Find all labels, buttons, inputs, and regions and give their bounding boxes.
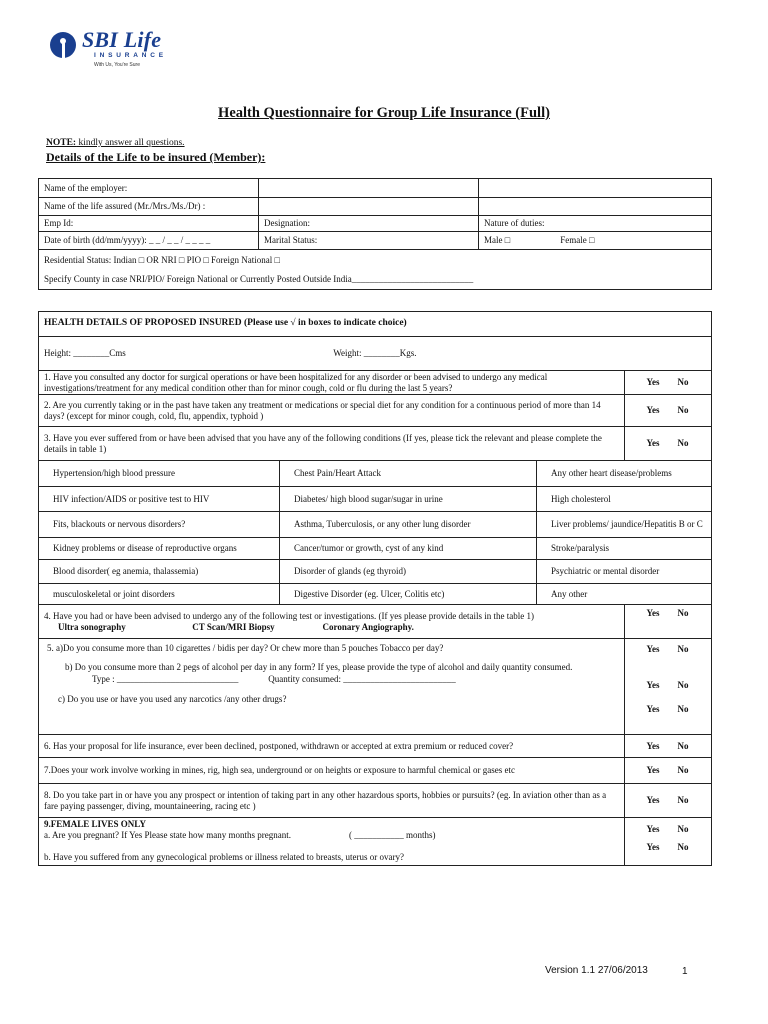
condition-item[interactable]: musculoskeletal or joint disorders [39, 584, 280, 605]
marital-status-label: Marital Status: [259, 232, 479, 250]
condition-item[interactable]: Chest Pain/Heart Attack [280, 461, 537, 487]
no-option[interactable]: No [677, 841, 689, 852]
company-logo [48, 28, 178, 72]
male-checkbox[interactable]: Male □ [484, 235, 511, 246]
height-field[interactable]: Height: ________Cms [44, 348, 126, 359]
yes-option[interactable]: Yes [646, 377, 660, 388]
yes-option[interactable]: Yes [646, 438, 660, 449]
test-ct-mri[interactable]: CT Scan/MRI Biopsy [192, 621, 275, 632]
alcohol-type-field[interactable]: Type : ___________________________ [92, 673, 239, 684]
questions-table [38, 604, 712, 866]
life-assured-label: Name of the life assured (Mr./Mrs./Ms./Dr) : [39, 198, 259, 216]
designation-label: Designation: [259, 216, 479, 232]
alcohol-quantity-field[interactable]: Quantity consumed: _________________________ [268, 673, 456, 684]
condition-item[interactable]: Digestive Disorder (eg. Ulcer, Colitis etc) [280, 584, 537, 605]
logo-tagline: With Us, You're Sure [94, 62, 140, 68]
condition-item[interactable]: High cholesterol [537, 487, 712, 512]
note [46, 138, 185, 148]
condition-item[interactable]: Hypertension/high blood pressure [39, 461, 280, 487]
member-details-table [38, 178, 712, 290]
question-9-cell [39, 818, 625, 842]
condition-item[interactable]: Any other [537, 584, 712, 605]
no-option[interactable]: No [677, 405, 689, 416]
condition-item[interactable]: Liver problems/ jaundice/Hepatitis B or C [537, 512, 712, 538]
q1-answer [625, 371, 712, 395]
health-details-table [38, 311, 712, 461]
question-9a [44, 830, 619, 841]
condition-item[interactable]: Diabetes/ high blood sugar/sugar in urine [280, 487, 537, 512]
yes-option[interactable]: Yes [646, 405, 660, 416]
pregnancy-months-field[interactable]: ( ___________ months) [349, 829, 436, 840]
question-1: 1. Have you consulted any doctor for surgical operations or have been hospitalized for any disorder or been advised to undergo any medical investigations/treatment for any medical condition other than for minor cough, cold or flu during the last 5 years? [39, 371, 625, 395]
yes-option[interactable]: Yes [646, 704, 660, 714]
residential-cell [39, 250, 712, 290]
yes-option[interactable]: Yes [646, 824, 660, 835]
condition-item[interactable]: Kidney problems or disease of reproductive organs [39, 538, 280, 560]
q7-answer [625, 758, 712, 784]
condition-item[interactable]: Any other heart disease/problems [537, 461, 712, 487]
version-footer: Version 1.1 27/06/2013 [545, 965, 648, 976]
condition-item[interactable]: Blood disorder( eg anemia, thalassemia) [39, 560, 280, 584]
employer-field-2[interactable] [479, 179, 712, 198]
note-text: kindly answer all questions. [76, 138, 185, 148]
condition-item[interactable]: Stroke/paralysis [537, 538, 712, 560]
q9-heading [44, 819, 619, 830]
q9-heading-text: FEMALE LIVES ONLY [50, 818, 146, 829]
note-label: NOTE: [46, 138, 77, 148]
no-option[interactable]: No [677, 704, 689, 714]
question-3: 3. Have you ever suffered from or have been advised that you have any of the following conditions (If yes, please tick the relevant and please complete the details in table 1) [39, 427, 625, 461]
logo-emblem-icon [50, 32, 76, 58]
weight-field[interactable]: Weight: ________Kgs. [333, 348, 417, 359]
q4-tests [44, 622, 619, 633]
question-5-cell [39, 639, 625, 735]
q9b-answer [625, 842, 712, 866]
q2-answer [625, 395, 712, 427]
condition-item[interactable]: Cancer/tumor or growth, cyst of any kind [280, 538, 537, 560]
condition-item[interactable]: Disorder of glands (eg thyroid) [280, 560, 537, 584]
q5c-answer [630, 705, 706, 714]
page-number: 1 [682, 966, 688, 977]
condition-item[interactable]: Fits, blackouts or nervous disorders? [39, 512, 280, 538]
q5a-answer [630, 645, 706, 681]
life-assured-field[interactable] [259, 198, 479, 216]
q5-answers [625, 639, 712, 735]
no-option[interactable]: No [677, 795, 689, 806]
question-5b: b) Do you consume more than 2 pegs of alcohol per day in any form? If yes, please provide the type of alcohol and daily quantity consumed. [65, 662, 573, 673]
test-ultrasonography[interactable]: Ultra sonography [58, 621, 126, 632]
no-option[interactable]: No [677, 644, 689, 654]
yes-option[interactable]: Yes [646, 795, 660, 806]
q4-answer [625, 605, 712, 639]
condition-item[interactable]: Psychiatric or mental disorder [537, 560, 712, 584]
conditions-table [38, 460, 712, 605]
question-9b: b. Have you suffered from any gynecological problems or illness related to breasts, uterus or ovary? [39, 842, 625, 866]
question-7: 7.Does your work involve working in mines, rig, high sea, underground or on heights or exposure to harmful chemical or gases etc [39, 758, 625, 784]
yes-option[interactable]: Yes [646, 765, 660, 776]
logo-name: SBI Life [82, 27, 162, 52]
dob-label: Date of birth (dd/mm/yyyy): _ _ / _ _ / _ _ _ _ [39, 232, 259, 250]
yes-option[interactable]: Yes [646, 740, 660, 751]
question-8: 8. Do you take part in or have you any prospect or intention of taking part in any other hazardous sports, hobbies or pursuits? (eg. In aviation other than as a fare paying passenger, diving, mountaineering, racing etc ) [39, 784, 625, 818]
life-assured-field-2[interactable] [479, 198, 712, 216]
female-checkbox[interactable]: Female □ [560, 235, 595, 246]
q3-answer [625, 427, 712, 461]
logo-subtitle: INSURANCE [94, 52, 167, 59]
question-4-cell [39, 605, 625, 639]
page-title: Health Questionnaire for Group Life Insurance (Full) [218, 105, 550, 121]
yes-option[interactable]: Yes [646, 644, 660, 654]
employer-field[interactable] [259, 179, 479, 198]
yes-option[interactable]: Yes [646, 841, 660, 852]
nature-duties-label: Nature of duties: [479, 216, 712, 232]
q9a-answer [625, 818, 712, 842]
q9-number: 9. [44, 818, 51, 829]
no-option[interactable]: No [677, 765, 689, 776]
q6-answer [625, 735, 712, 758]
residential-status[interactable]: Residential Status: Indian □ OR NRI □ PIO □ Foreign National □ [44, 254, 280, 265]
question-6: 6. Has your proposal for life insurance, ever been declined, postponed, withdrawn or accepted at extra premium or reduced cover? [39, 735, 625, 758]
test-angiography[interactable]: Coronary Angiography. [322, 621, 414, 632]
no-option[interactable]: No [677, 680, 689, 690]
yes-option[interactable]: Yes [646, 680, 660, 690]
no-option[interactable]: No [677, 824, 689, 835]
condition-item[interactable]: HIV infection/AIDS or positive test to HIV [39, 487, 280, 512]
employer-label: Name of the employer: [39, 179, 259, 198]
question-5c: c) Do you use or have you used any narcotics /any other drugs? [58, 693, 287, 704]
height-weight-row [39, 337, 712, 371]
no-option[interactable]: No [677, 438, 689, 449]
q5-type-quantity [44, 674, 619, 685]
no-option[interactable]: No [677, 377, 689, 388]
q5b-answer [630, 681, 706, 705]
q9a-text: a. Are you pregnant? If Yes Please state how many months pregnant. [44, 829, 291, 840]
health-header: HEALTH DETAILS OF PROPOSED INSURED (Please use √ in boxes to indicate choice) [39, 312, 712, 337]
q8-answer [625, 784, 712, 818]
question-5a: 5. a)Do you consume more than 10 cigarettes / bidis per day? Or chew more than 5 pouches Tobacco per day? [47, 643, 444, 653]
question-2: 2. Are you currently taking or in the past have taken any treatment or medications or special diet for any condition for a continuous period of more than 14 days? (except for minor cough, cold, flu, appendix, typhoid ) [39, 395, 625, 427]
question-4: 4. Have you had or have been advised to undergo any of the following test or investigations. (If yes please provide details in the table 1) [44, 610, 534, 621]
section-heading: Details of the Life to be insured (Member): [46, 150, 266, 164]
emp-id-label: Emp Id: [39, 216, 259, 232]
specify-country[interactable]: Specify County in case NRI/PIO/ Foreign National or Currently Posted Outside India___________________________ [44, 273, 474, 284]
no-option[interactable]: No [677, 740, 689, 751]
gender-cell [479, 232, 712, 250]
yes-option[interactable]: Yes [646, 608, 660, 618]
condition-item[interactable]: Asthma, Tuberculosis, or any other lung disorder [280, 512, 537, 538]
no-option[interactable]: No [677, 608, 689, 618]
